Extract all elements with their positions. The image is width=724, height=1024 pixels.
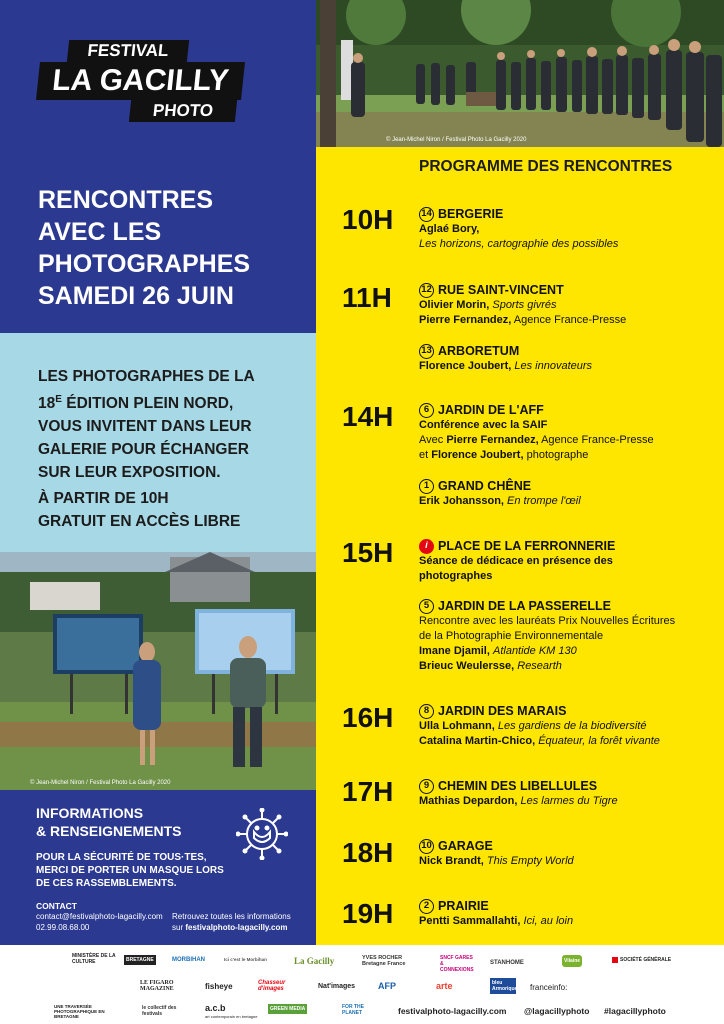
photo-credit: © Jean-Michel Niron / Festival Photo La Gacilly 2020: [30, 780, 171, 786]
partner-logo: fisheye: [205, 982, 233, 991]
footer-website[interactable]: festivalphoto-lagacilly.com: [398, 1006, 507, 1016]
partner-logo: arte: [436, 981, 453, 991]
venue-number-badge: 14: [419, 207, 434, 222]
partner-logo: YVES ROCHER Bretagne France: [362, 955, 406, 967]
partner-logo: AFP: [378, 981, 396, 991]
venue-name: PRAIRIE: [438, 899, 489, 913]
partner-logo: STANHOME: [490, 960, 524, 966]
venue-name: GRAND CHÊNE: [438, 479, 532, 493]
venue-number-badge: 6: [419, 403, 434, 418]
photo-speakers: [0, 552, 316, 790]
partner-logo: UNE TRAVERSÉE PHOTOGRAPHIQUE EN BRETAGNE: [54, 1004, 105, 1019]
photographer-name: Catalina Martin-Chico,: [419, 735, 536, 747]
organisation: photographe: [526, 449, 589, 461]
photographer-name: Aglaé Bory,: [419, 223, 480, 235]
hour-16h: 16H: [342, 702, 394, 733]
safety-notice: [36, 851, 224, 890]
invite-line: SUR LEUR EXPOSITION.: [38, 464, 221, 482]
partner-logo: FOR THE PLANET: [342, 1004, 364, 1016]
event-jardin-aff: [419, 402, 719, 463]
exhibition-title: Équateur, la forêt vivante: [538, 735, 660, 747]
title-line: PHOTOGRAPHES: [38, 250, 251, 278]
edition-sup: E: [55, 394, 62, 405]
venue-number-badge: 13: [419, 344, 434, 359]
more-info-line: Retrouvez toutes les informations: [172, 912, 291, 921]
safety-line: POUR LA SÉCURITÉ DE TOUS·TES,: [36, 852, 207, 863]
contact-details: [36, 911, 163, 933]
organisation: Agence France-Presse: [513, 314, 627, 326]
venue-name: BERGERIE: [438, 207, 504, 221]
partner-logo: La Gacilly: [294, 956, 335, 966]
logo-bottom-text: PHOTO: [129, 100, 237, 122]
invite-line: GALERIE POUR ÉCHANGER: [38, 441, 249, 459]
safety-line: DE CES RASSEMBLEMENTS.: [36, 878, 177, 889]
event-chemin-libellules: [419, 778, 719, 809]
info-title-line: & RENSEIGNEMENTS: [36, 823, 182, 839]
partner-logo: SOCIÉTÉ GÉNÉRALE: [612, 957, 672, 963]
venue-number-badge: 5: [419, 599, 434, 614]
photographer-name: Pierre Fernandez,: [419, 314, 512, 326]
venue-name: JARDIN DE LA PASSERELLE: [438, 599, 611, 613]
title-line: AVEC LES: [38, 218, 162, 246]
connector-text: et: [419, 449, 432, 461]
exhibition-title: Researth: [517, 660, 562, 672]
logo-middle-text: LA GACILLY: [36, 62, 245, 100]
photo-credit: © Jean-Michel Niron / Festival Photo La Gacilly 2020: [386, 137, 527, 143]
invite-line: VOUS INVITENT DANS LEUR: [38, 418, 252, 436]
venue-number-badge: 12: [419, 283, 434, 298]
edition-rest: ÉDITION PLEIN NORD,: [61, 395, 234, 413]
venue-name: PLACE DE LA FERRONNERIE: [438, 539, 616, 553]
info-title: [36, 804, 181, 840]
page-title: [38, 184, 298, 312]
event-jardin-passerelle: [419, 598, 719, 674]
festival-logo: [38, 38, 243, 124]
hour-10h: 10H: [342, 204, 394, 235]
photographer-name: Ulla Lohmann,: [419, 720, 495, 732]
event-place-ferronnerie: [419, 538, 719, 584]
event-description: Rencontre avec les lauréats Prix Nouvelles Écritures: [419, 615, 676, 627]
logo-top-text: FESTIVAL: [67, 40, 189, 62]
invite-line: LES PHOTOGRAPHES DE LA: [38, 368, 255, 385]
hour-17h: 17H: [342, 776, 394, 807]
invite-text: [38, 365, 308, 484]
hour-19h: 19H: [342, 898, 394, 929]
venue-number-badge: 10: [419, 839, 434, 854]
exhibition-title: Les horizons, cartographie des possibles: [419, 238, 619, 250]
event-description: de la Photographie Environnementale: [419, 630, 604, 642]
photographer-name: Pentti Sammallahti,: [419, 915, 521, 927]
photographer-name: Florence Joubert,: [419, 360, 512, 372]
exhibition-title: Les larmes du Tigre: [520, 795, 618, 807]
partner-logo: Nat'images: [318, 983, 356, 990]
partner-logo: Ici c'est le Morbihan: [224, 957, 267, 962]
hour-18h: 18H: [342, 837, 394, 868]
footer-hashtag[interactable]: #lagacillyphoto: [604, 1006, 666, 1016]
photographer-name: Florence Joubert,: [431, 449, 524, 461]
website-link[interactable]: festivalphoto-lagacilly.com: [185, 923, 288, 932]
title-line: SAMEDI 26 JUIN: [38, 282, 234, 310]
partner-logo: art contemporain en bretagne: [205, 1014, 258, 1019]
venue-name: CHEMIN DES LIBELLULES: [438, 779, 598, 793]
hour-15h: 15H: [342, 537, 394, 568]
photographer-name: Pierre Fernandez,: [446, 434, 539, 446]
event-bergerie: [419, 206, 719, 252]
hour-14h: 14H: [342, 401, 394, 432]
venue-number-badge: 1: [419, 479, 434, 494]
venue-name: GARAGE: [438, 839, 493, 853]
event-subtitle: Conférence avec la SAIF: [419, 419, 548, 431]
event-jardin-marais: [419, 703, 719, 749]
info-icon: i: [419, 539, 434, 554]
connector-text: Avec: [419, 434, 447, 446]
partner-logo: GREEN MEDIA: [270, 1006, 306, 1012]
access-line: GRATUIT EN ACCÈS LIBRE: [38, 513, 241, 530]
programme-title: PROGRAMME DES RENCONTRES: [419, 158, 673, 175]
more-info-line: [172, 922, 291, 933]
photographer-name: Nick Brandt,: [419, 855, 484, 867]
contact-label: CONTACT: [36, 901, 77, 911]
event-grand-chene: [419, 478, 719, 509]
exhibition-title: Sports givrés: [492, 299, 557, 311]
access-text: [38, 487, 308, 533]
organisation: Agence France-Presse: [541, 434, 654, 446]
event-rue-saint-vincent: [419, 282, 719, 328]
venue-number-badge: 9: [419, 779, 434, 794]
venue-name: JARDIN DES MARAIS: [438, 704, 567, 718]
contact-phone[interactable]: 02.99.08.68.00: [36, 923, 90, 932]
photographer-name: Olivier Morin,: [419, 299, 490, 311]
footer-handle[interactable]: @lagacillyphoto: [524, 1006, 590, 1016]
event-garage: [419, 838, 719, 869]
partner-logo: SNCF GARES & CONNEXIONS: [440, 955, 474, 973]
photo-crowd: [316, 0, 724, 147]
more-info-prefix: sur: [172, 923, 186, 932]
mask-virus-icon: [236, 808, 288, 860]
venue-name: JARDIN DE L'AFF: [438, 403, 544, 417]
photographer-name: Imane Djamil,: [419, 645, 490, 657]
partner-logo: MORBIHAN: [172, 957, 205, 963]
access-line: À PARTIR DE 10H: [38, 490, 169, 507]
photographer-name: Erik Johansson,: [419, 495, 504, 507]
venue-number-badge: 2: [419, 899, 434, 914]
exhibition-title: This Empty World: [486, 855, 574, 867]
exhibition-title: Ici, au loin: [523, 915, 574, 927]
partner-logo: Chasseur d'images: [258, 980, 286, 992]
contact-email[interactable]: contact@festivalphoto-lagacilly.com: [36, 912, 163, 921]
edition-number: 18: [38, 395, 56, 413]
exhibition-title: Les innovateurs: [514, 360, 593, 372]
hour-11h: 11H: [342, 282, 392, 313]
safety-line: MERCI DE PORTER UN MASQUE LORS: [36, 865, 224, 876]
exhibition-title: Atlantide KM 130: [492, 645, 577, 657]
venue-name: ARBORETUM: [438, 344, 520, 358]
partner-logo: Vilaine: [562, 955, 582, 967]
partner-logo: le collectif des festivals: [142, 1005, 177, 1017]
exhibition-title: En trompe l'œil: [507, 495, 581, 507]
event-subtitle: photographes: [419, 570, 493, 582]
partner-logo: franceinfo:: [530, 983, 568, 992]
partner-logo: a.c.b: [205, 1003, 226, 1013]
photographer-name: Brieuc Weulersse,: [419, 660, 515, 672]
invite-line: [38, 388, 308, 415]
venue-name: RUE SAINT-VINCENT: [438, 283, 564, 297]
partner-logo: BRETAGNE: [126, 957, 154, 963]
title-line: RENCONTRES: [38, 186, 214, 214]
partner-logo: LE FIGARO MAGAZINE: [140, 980, 174, 992]
exhibition-title: Les gardiens de la biodiversité: [497, 720, 647, 732]
event-subtitle: Séance de dédicace en présence des: [419, 555, 613, 567]
more-info: [172, 911, 291, 933]
info-title-line: INFORMATIONS: [36, 805, 144, 821]
venue-number-badge: 8: [419, 704, 434, 719]
event-prairie: [419, 898, 719, 929]
photographer-name: Mathias Depardon,: [419, 795, 518, 807]
partner-logo: bleu Armorique: [492, 980, 518, 992]
partner-logo: MINISTÈRE DE LA CULTURE: [72, 953, 116, 965]
event-arboretum: [419, 343, 719, 374]
